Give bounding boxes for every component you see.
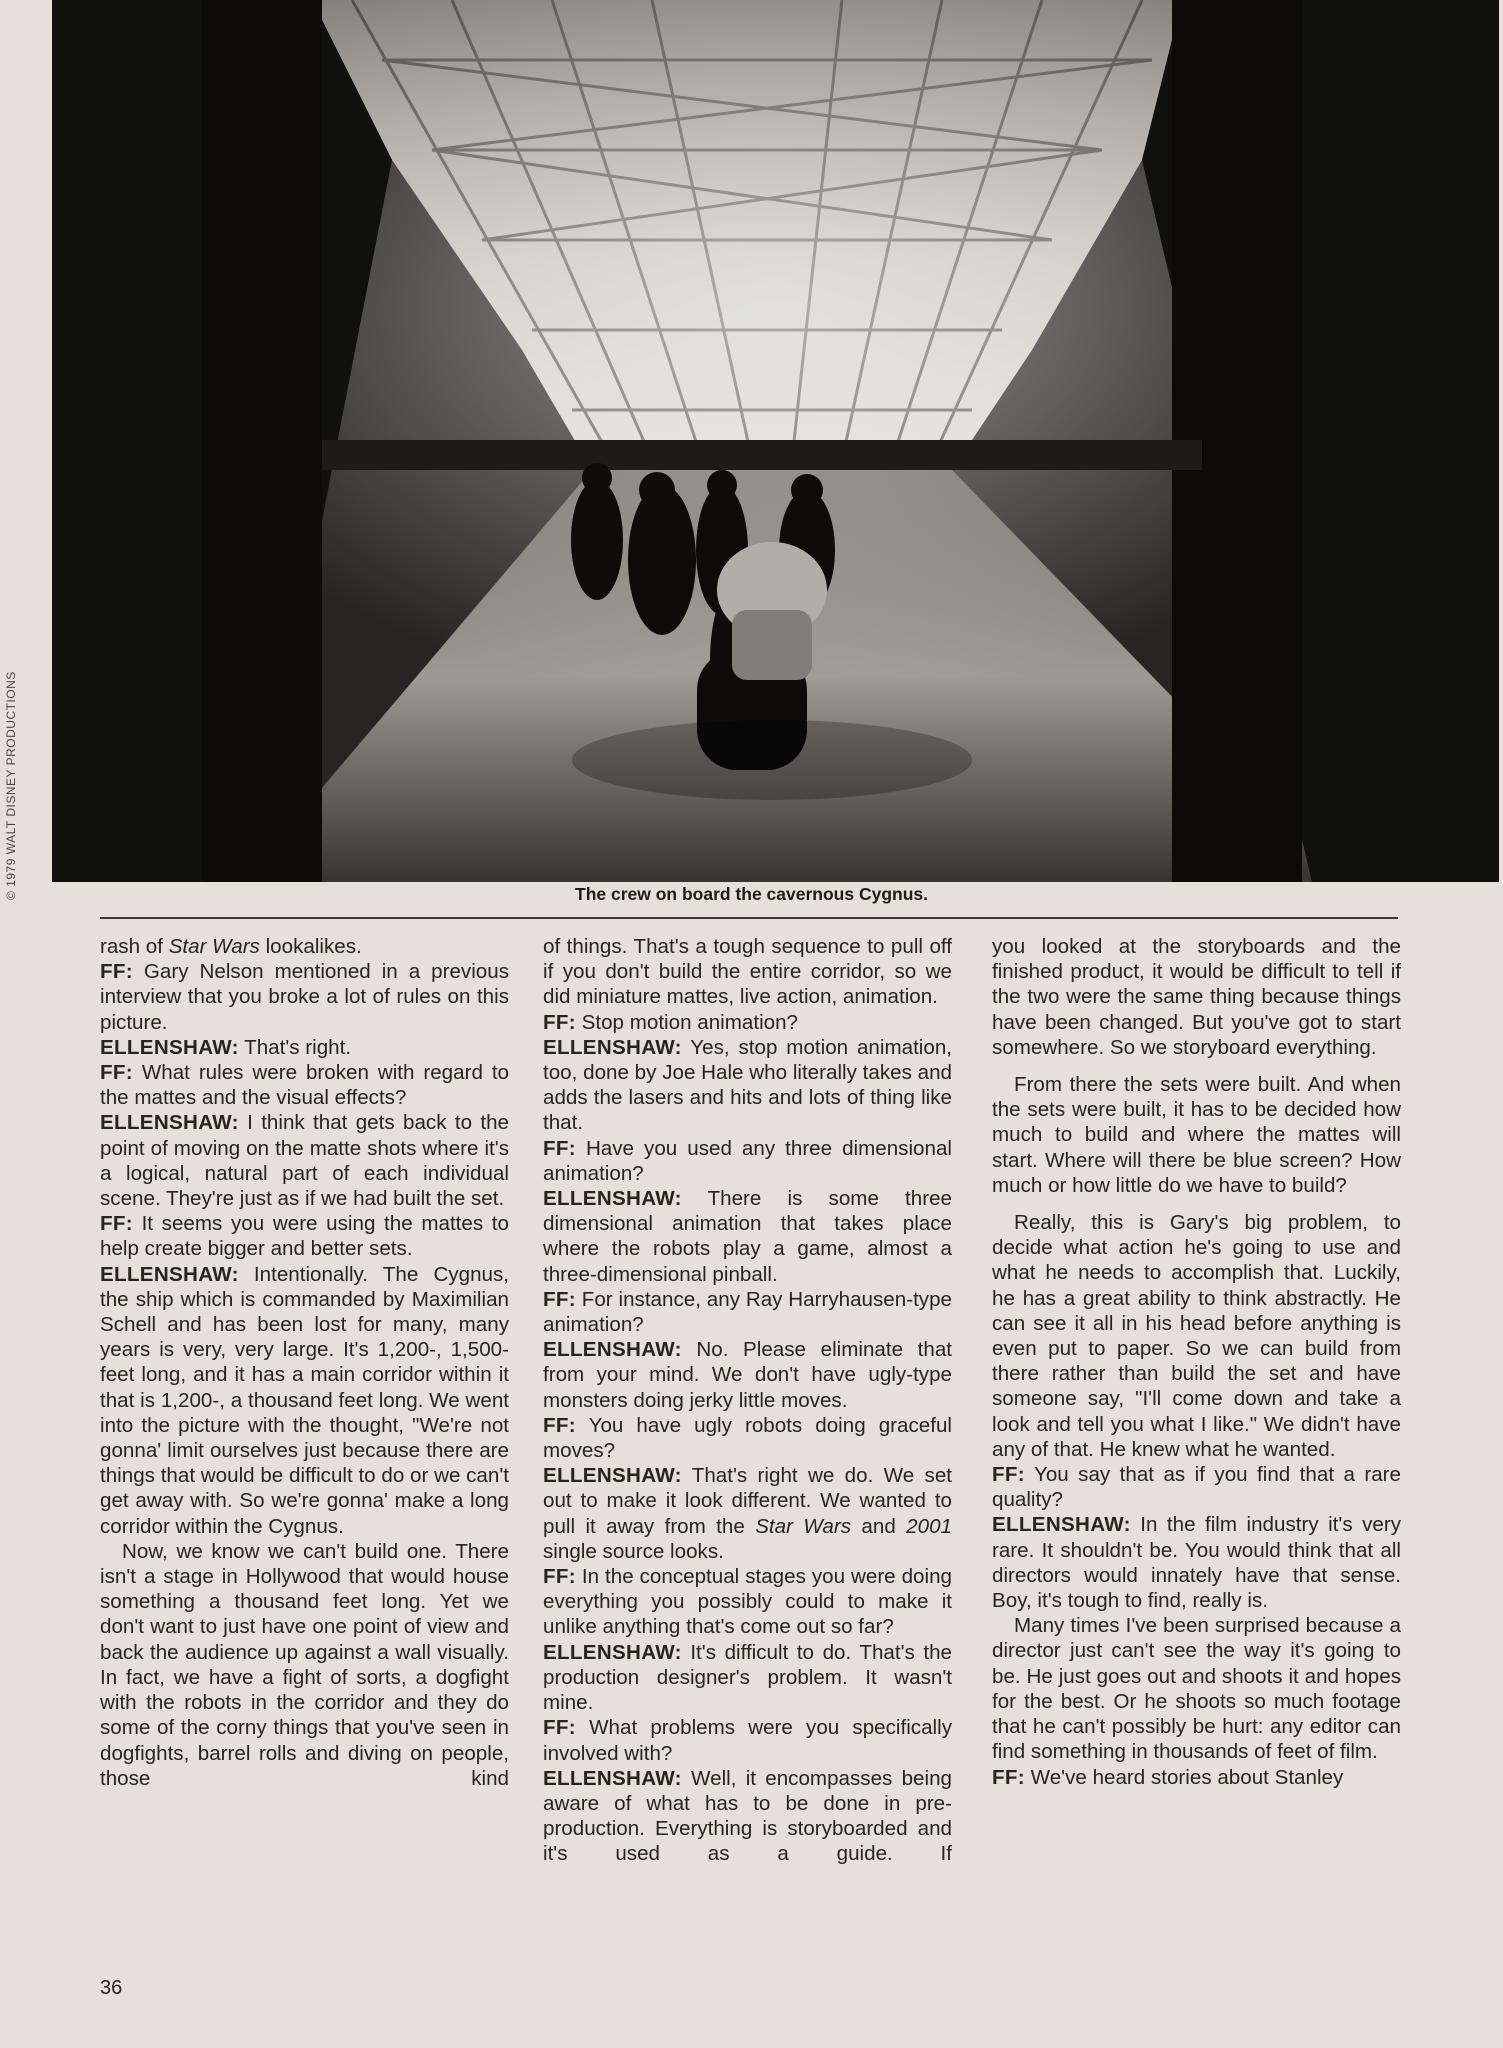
photo-caption: The crew on board the cavernous Cygnus. — [575, 884, 928, 904]
paragraph-text: We've heard stories about Stanley — [1024, 1765, 1344, 1789]
article-paragraph — [543, 1413, 952, 1463]
article-paragraph — [543, 1337, 952, 1413]
speaker-label: ELLENSHAW: — [543, 1766, 682, 1790]
paragraph-text: From there the sets were built. And when the sets were built, it has to be decided how much to build and where the mattes will start. Where will there be blue screen? How much or how little do we have to build? — [992, 1073, 1401, 1197]
article-column-3 — [992, 934, 1401, 1790]
speaker-label: FF: — [100, 960, 133, 984]
article-paragraph — [543, 1136, 952, 1186]
speaker-label: ELLENSHAW: — [543, 1640, 682, 1664]
article-paragraph — [992, 1462, 1401, 1512]
article-paragraph — [100, 1262, 509, 1539]
paragraph-text: rash of Star Wars lookalikes. — [100, 935, 362, 958]
speaker-label: FF: — [543, 1716, 576, 1740]
speaker-label: FF: — [100, 1212, 133, 1236]
paragraph-text: of things. That's a tough sequence to pull off if you don't build the entire corridor, so we did miniature mattes, live action, animation. — [543, 935, 952, 1009]
speaker-label: FF: — [543, 1010, 576, 1034]
article-paragraph — [543, 1287, 952, 1337]
paragraph-text: you looked at the storyboards and the finished product, it would be difficult to tell if the two were the same thing because things have been changed. But you've got to start somewhere. So we storyboard everything. — [992, 935, 1401, 1059]
paragraph-text: I think that gets back to the point of moving on the matte shots where it's a logical, natural part of each individual scene. They're just as if we had built the set. — [100, 1111, 509, 1211]
photo-credit-text: © 1979 WALT DISNEY PRODUCTIONS — [4, 671, 18, 900]
article-paragraph — [100, 934, 509, 959]
paragraph-text: In the film industry it's very rare. It shouldn't be. You would think that all directors would innately have that sense. Boy, it's tough to find, really is. — [992, 1513, 1401, 1613]
speaker-label: FF: — [100, 1061, 133, 1085]
article-paragraph — [543, 1035, 952, 1136]
article-paragraph — [100, 959, 509, 1035]
article-paragraph — [543, 1766, 952, 1867]
paragraph-text: No. Please eliminate that from your mind. We don't have ugly-type monsters doing jerky little moves. — [543, 1338, 952, 1412]
speaker-label: FF: — [992, 1765, 1025, 1789]
photo-cygnus-corridor-icon — [52, 0, 1499, 882]
article-paragraph — [100, 1211, 509, 1261]
paragraph-text: Yes, stop motion animation, too, done by Joe Hale who literally takes and adds the lasers and hits and lots of thing like that. — [543, 1035, 952, 1135]
paragraph-text: What rules were broken with regard to the mattes and the visual effects? — [100, 1061, 509, 1110]
speaker-label: ELLENSHAW: — [100, 1035, 239, 1059]
article-paragraph — [100, 1110, 509, 1211]
article-paragraph — [992, 1512, 1401, 1613]
speaker-label: FF: — [543, 1565, 576, 1589]
paragraph-text: Now, we know we can't build one. There isn't a stage in Hollywood that would house something a thousand feet long. Yet we don't want to just have one point of view and back the audience up against a wall visually. In fact, we have a fight of sorts, a dogfight with the robots in the corridor and they do some of the corny things that you've seen in dogfights, barrel rolls and diving on people, those kind — [100, 1539, 509, 1790]
article-paragraph — [992, 1210, 1401, 1462]
speaker-label: FF: — [992, 1463, 1025, 1487]
cygnus-corridor-photo — [52, 0, 1499, 882]
article-paragraph — [543, 934, 952, 1010]
article-paragraph — [992, 1072, 1401, 1198]
paragraph-text: For instance, any Ray Harryhausen-type animation? — [543, 1287, 952, 1337]
article-column-2 — [543, 934, 952, 1867]
paragraph-text: It seems you were using the mattes to help create bigger and better sets. — [100, 1212, 509, 1261]
paragraph-text: It's difficult to do. That's the production designer's problem. It wasn't mine. — [543, 1640, 952, 1715]
photo-credit — [2, 600, 18, 900]
speaker-label: ELLENSHAW: — [543, 1338, 682, 1362]
paragraph-text: Intentionally. The Cygnus, the ship which is commanded by Maximilian Schell and has been lost for many, many years is very, very large. It's 1,200-, 1,500-feet long, and it has a main corridor within it that is 1,200-, a thousand feet long. We went into the picture with the thought, "We're not gonna' limit ourselves just because there are things that would be difficult to do or we can't get away with. So we're gonna' make a long corridor within the Cygnus. — [100, 1262, 509, 1538]
paragraph-text: Many times I've been surprised because a director just can't see the way it's going to be. He just goes out and shoots it and hopes for the best. Or he shoots so much footage that he can't possibly be hurt: any editor can find something in thousands of feet of film. — [992, 1614, 1401, 1764]
article-paragraph — [100, 1060, 509, 1110]
paragraph-text: You say that as if you find that a rare quality? — [992, 1463, 1401, 1512]
speaker-label: FF: — [543, 1413, 576, 1437]
speaker-label: ELLENSHAW: — [543, 1035, 682, 1059]
paragraph-text: Really, this is Gary's big problem, to decide what action he's going to use and what he needs to accomplish that. Luckily, he has a great ability to think abstractly. He can see it all in his head before anything is even put to paper. So we can build from there rather than build the set and have someone say, "I'll come down and take a look and tell you what I like." We didn't have any of that. He knew what he wanted. — [992, 1211, 1401, 1461]
article-paragraph — [543, 1010, 952, 1035]
speaker-label: ELLENSHAW: — [543, 1187, 682, 1211]
article-paragraph — [100, 1539, 509, 1791]
article-paragraph — [543, 1640, 952, 1716]
paragraph-text: You have ugly robots doing graceful moves? — [543, 1413, 952, 1463]
paragraph-text: Gary Nelson mentioned in a previous interview that you broke a lot of rules on this picture. — [100, 960, 509, 1034]
article-paragraph — [992, 1613, 1401, 1764]
article-paragraph — [543, 1186, 952, 1287]
speaker-label: FF: — [543, 1287, 576, 1311]
paragraph-text: Have you used any three dimensional animation? — [543, 1136, 952, 1185]
speaker-label: ELLENSHAW: — [100, 1111, 239, 1135]
article-paragraph — [543, 1564, 952, 1640]
article-paragraph — [543, 1463, 952, 1564]
article-column-1 — [100, 934, 509, 1791]
paragraph-text: That's right we do. We set out to make it look different. We wanted to pull it away from the Star Wars and 2001 single source looks. — [543, 1464, 952, 1563]
speaker-label: ELLENSHAW: — [100, 1262, 239, 1286]
paragraph-text: Stop motion animation? — [575, 1010, 799, 1034]
article-paragraph — [100, 1035, 509, 1060]
article-paragraph — [992, 1765, 1401, 1790]
speaker-label: ELLENSHAW: — [543, 1464, 682, 1488]
article-paragraph — [543, 1715, 952, 1765]
paragraph-text: That's right. — [238, 1035, 352, 1059]
caption-divider — [100, 917, 1398, 919]
speaker-label: ELLENSHAW: — [992, 1513, 1131, 1537]
page-number: 36 — [100, 1977, 123, 1999]
speaker-label: FF: — [543, 1136, 576, 1160]
paragraph-text: There is some three dimensional animation that takes place where the robots play a game, almost a three-dimensional pinball. — [543, 1187, 952, 1286]
article-paragraph — [992, 934, 1401, 1060]
paragraph-text: In the conceptual stages you were doing everything you possibly could to make it unlike anything that's come out so far? — [543, 1565, 952, 1639]
paragraph-text: What problems were you specifically involved with? — [543, 1716, 952, 1765]
paragraph-text: Well, it encompasses being aware of what has to be done in pre-production. Everything is storyboarded and it's used as a guide. If — [543, 1766, 952, 1866]
